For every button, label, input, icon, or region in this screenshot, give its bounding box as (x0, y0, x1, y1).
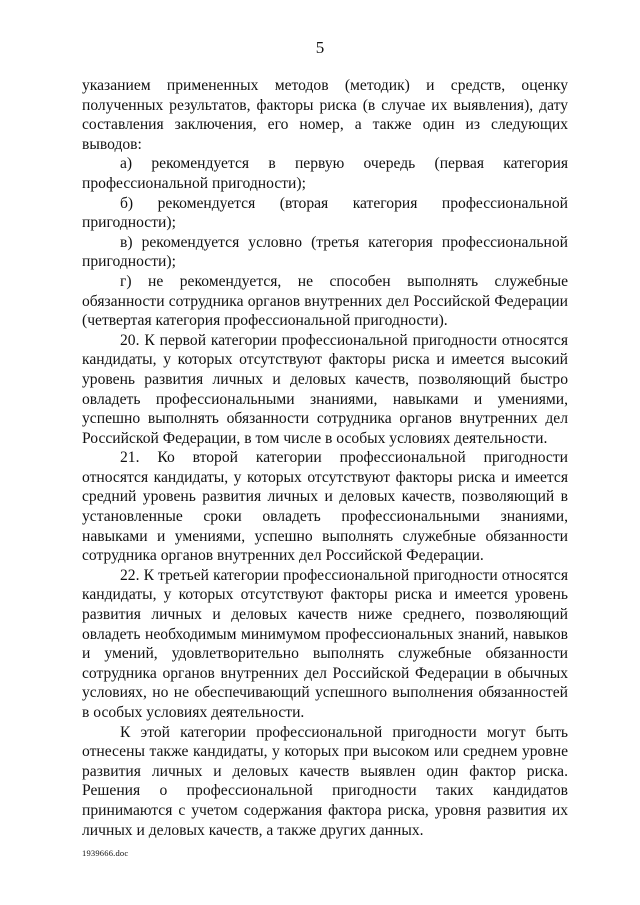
paragraph-intro-continuation: указанием примененных методов (методик) и средств, оценку полученных результатов, факторы риска (в случае их выявления), дату составления заключения, его номер, а также один из следующих выводов: (82, 77, 568, 153)
conclusion-option-d: г) не рекомендуется, не способен выполнять служебные обязанности сотрудника органов внутренних дел Российской Федерации (четвертая категория профессиональной пригодности). (82, 272, 568, 330)
conclusion-option-b: б) рекомендуется (вторая категория профессиональной пригодности); (82, 194, 568, 232)
conclusion-option-a: а) рекомендуется в первую очередь (первая категория профессиональной пригодности); (82, 155, 568, 192)
page-number: 5 (315, 38, 325, 57)
clause-21: 21. Ко второй категории профессиональной пригодности относятся кандидаты, у которых отсутствуют факторы риска и имеется средний уровень развития личных и деловых качеств, позволяющий в установленные сроки овладеть профессиональными знаниями, навыками и умениями, успешно выполнять служебные обязанности сотрудника органов внутренних дел Российской Федерации. (82, 449, 568, 565)
conclusion-option-c: в) рекомендуется условно (третья категория профессиональной пригодности); (82, 233, 568, 271)
clause-22: 22. К третьей категории профессиональной пригодности относятся кандидаты, у которых отсутствуют факторы риска и имеется уровень развития личных и деловых качеств ниже среднего, позволяющий овладеть необходимым минимумом профессиональных знаний, навыков и умений, удовлетворительно выполнять служебные обязанности сотрудника органов внутренних дел Российской Федерации в обычных условиях, но не обеспечивающий успешного выполнения обязанностей в особых условиях деятельности. (82, 566, 568, 721)
document-file-code: 1939666.doc (82, 848, 129, 858)
document-body (82, 76, 568, 840)
clause-22-continuation: К этой категории профессиональной пригодности могут быть отнесены также кандидаты, у которых при высоком или среднем уровне развития личных и деловых качеств выявлен один фактор риска. Решения о профессиональной пригодности таких кандидатов принимаются с учетом содержания фактора риска, уровня развития их личных и деловых качеств, а также других данных. (82, 723, 568, 839)
clause-20: 20. К первой категории профессиональной пригодности относятся кандидаты, у которых отсутствуют факторы риска и имеется высокий уровень развития личных и деловых качеств, позволяющий быстро овладеть профессиональными знаниями, навыками и умениями, успешно выполнять обязанности сотрудника органов внутренних дел Российской Федерации, в том числе в особых условиях деятельности. (82, 331, 568, 447)
